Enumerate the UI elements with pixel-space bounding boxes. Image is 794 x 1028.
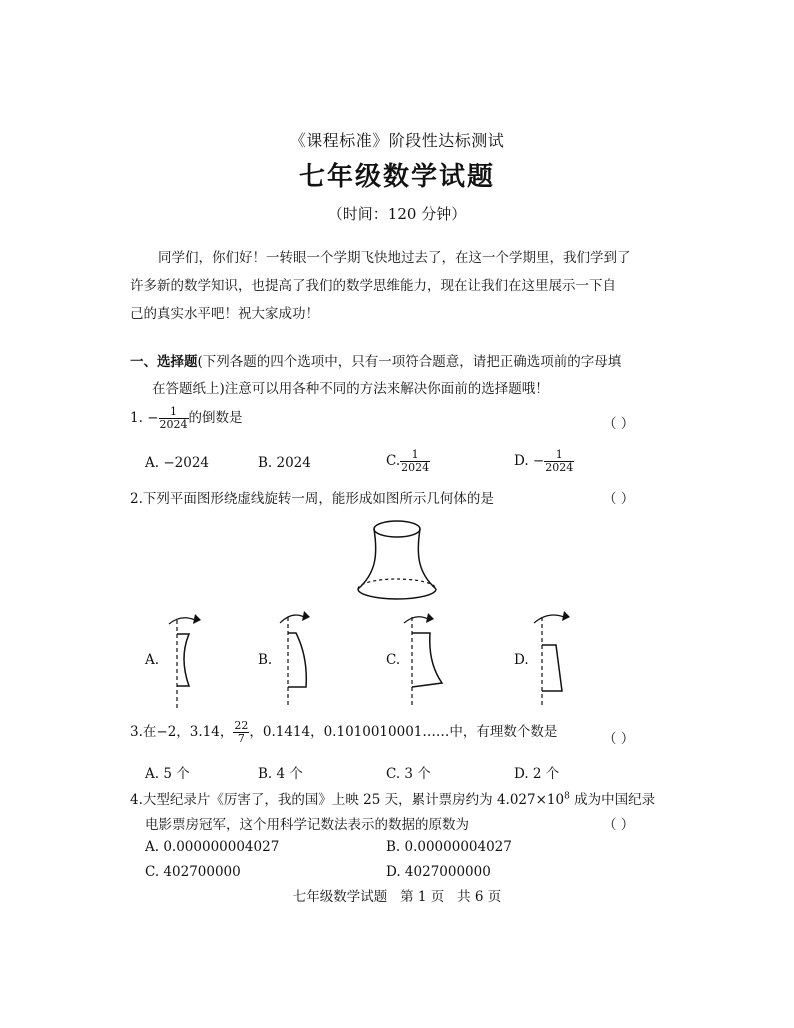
q1-option-d-num: 1 [544, 449, 574, 462]
intro-line: 许多新的数学知识，也提高了我们的数学思维能力，现在让我们在这里展示一下自 [130, 278, 616, 294]
q4-option-b: B. 0.00000004027 [386, 839, 512, 855]
q3-fraction [233, 720, 249, 745]
q3-option-b: B. 4 个 [258, 766, 303, 782]
question-4 [130, 788, 655, 808]
q2-option-d-label: D. [514, 652, 529, 668]
question-number: 2. [130, 491, 143, 507]
page-footer: 七年级数学试题 第 1 页 共 6 页 [292, 889, 502, 905]
q2-option-c-label: C. [386, 652, 401, 668]
q4-line1-after: 成为中国纪录 [569, 792, 656, 808]
q3-option-a: A. 5 个 [145, 766, 190, 782]
answer-bracket-3: （ ） [603, 731, 635, 747]
q4-line2: 电影票房冠军，这个用科学记数法表示的数据的原数为 [145, 817, 469, 833]
exam-title: 七年级数学试题 [298, 162, 495, 192]
q1-option-d-den: 2024 [545, 461, 574, 474]
section-heading [130, 350, 621, 370]
q2-option-c-shape [400, 607, 448, 707]
exam-time: （时间：120 分钟） [327, 205, 467, 223]
q1-sign: − [147, 410, 159, 426]
q2-text: 下列平面图形绕虚线旋转一周，能形成如图所示几何体的是 [142, 491, 494, 507]
q2-option-b-shape [278, 607, 318, 707]
q2-option-d-shape [530, 607, 578, 707]
solid-of-revolution-figure [350, 515, 450, 607]
q3-option-d: D. 2 个 [514, 766, 560, 782]
q1-option-b: B. 2024 [258, 455, 311, 471]
q1-option-c-den: 2024 [401, 461, 430, 474]
answer-bracket-2: （ ） [603, 491, 635, 507]
q1-option-d [514, 449, 574, 474]
q2-option-a-shape [165, 610, 205, 710]
intro-line: 己的真实水平吧！祝大家成功！ [130, 306, 319, 322]
q4-option-a: A. 0.000000004027 [145, 839, 280, 855]
answer-bracket-4: （ ） [603, 817, 635, 833]
q3-text-after: ，0.1414，0.1010010001……中，有理数个数是 [249, 724, 558, 740]
question-2 [130, 487, 494, 507]
q2-option-b-label: B. [258, 652, 273, 668]
q1-option-c-num: 1 [400, 449, 430, 462]
section-instruction: (下列各题的四个选项中，只有一项符合题意，请把正确选项前的字母填 [197, 354, 622, 370]
intro-line: 同学们，你们好！一转眼一个学期飞快地过去了，在这一个学期里，我们学到了 [158, 250, 631, 266]
intro-paragraph [130, 244, 650, 328]
q3-frac-num: 22 [234, 719, 249, 732]
answer-bracket-1: （ ） [603, 416, 635, 432]
q3-frac-den: 7 [237, 732, 245, 745]
q1-frac-num: 1 [159, 406, 189, 419]
q4-line1-before: 大型纪录片《厉害了，我的国》上映 25 天，累计票房约为 4.027×10 [142, 792, 565, 808]
q1-fraction [159, 406, 189, 431]
question-number: 3. [130, 724, 143, 740]
section-instruction-2: 在答题纸上)注意可以用各种不同的方法来解决你面前的选择题哦！ [152, 381, 549, 397]
question-number: 1. [130, 410, 143, 426]
q4-option-c: C. 402700000 [145, 864, 241, 880]
q1-text: 的倒数是 [188, 410, 243, 426]
q3-option-c: C. 3 个 [386, 766, 431, 782]
question-3 [130, 720, 557, 745]
q2-option-a-label: A. [145, 652, 160, 668]
question-1 [130, 406, 243, 431]
section-label: 一、选择题 [130, 354, 198, 370]
question-number: 4. [130, 792, 143, 808]
q4-exponent: 8 [564, 791, 570, 802]
exam-subtitle: 《课程标准》阶段性达标测试 [289, 131, 505, 150]
q1-option-c [386, 449, 430, 474]
q1-option-c-label: C. [386, 453, 401, 469]
q1-option-c-fraction [400, 449, 430, 474]
q1-option-d-fraction [544, 449, 574, 474]
q3-text-before: 在−2，3.14， [142, 724, 234, 740]
q4-option-d: D. 4027000000 [386, 864, 491, 880]
q1-frac-den: 2024 [159, 418, 188, 431]
q1-option-a: A. −2024 [145, 455, 209, 471]
q1-option-d-label: D. − [514, 453, 545, 469]
